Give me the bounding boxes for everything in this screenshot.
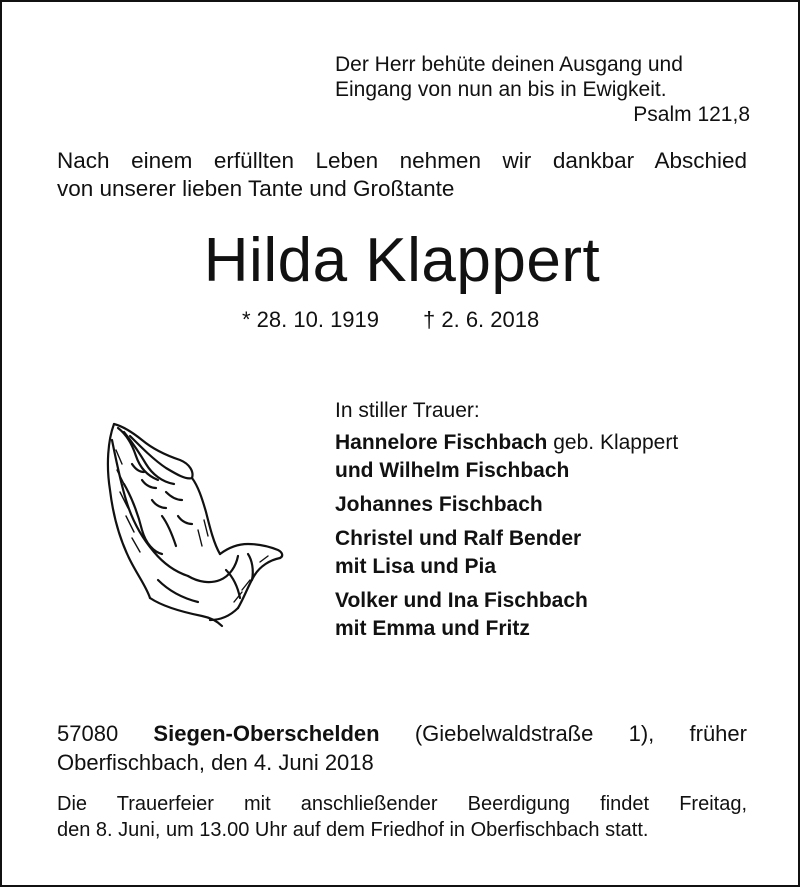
service-line-2: den 8. Juni, um 13.00 Uhr auf dem Friedhof in Oberfischbach statt. <box>57 819 649 841</box>
mourner-line: mit Lisa und Pia <box>335 555 497 578</box>
mourners-heading: In stiller Trauer: <box>335 399 480 422</box>
mourner-line <box>335 429 775 457</box>
mourner-name: Hannelore Fischbach <box>335 431 548 454</box>
place-line-2: Oberfischbach, den 4. Juni 2018 <box>57 750 374 775</box>
maiden-name: geb. Klappert <box>553 431 679 454</box>
praying-hands-icon <box>102 420 287 628</box>
verse-reference: Psalm 121,8 <box>633 103 750 126</box>
mourner-group <box>335 491 775 519</box>
intro-line-1: Nach einem erfüllten Leben nehmen wir dankbar Abschied <box>57 148 747 173</box>
death-date: † 2. 6. 2018 <box>423 307 540 332</box>
postal-code: 57080 <box>57 721 119 746</box>
deceased-name: Hilda Klappert <box>203 226 601 295</box>
service-line-1: Die Trauerfeier mit anschließender Beerdigung findet Freitag, <box>57 793 747 815</box>
mourner-line: Johannes Fischbach <box>335 493 543 516</box>
verse-line-1: Der Herr behüte deinen Ausgang und <box>335 53 683 76</box>
town-name: Siegen-Oberschelden <box>153 721 380 746</box>
mourner-group <box>335 587 775 643</box>
street-address: (Giebelwaldstraße 1), <box>414 721 655 746</box>
mourner-line: und Wilhelm Fischbach <box>335 459 570 482</box>
intro-line-2: von unserer lieben Tante und Großtante <box>57 176 455 201</box>
mourner-group <box>335 429 775 485</box>
place-line-1 <box>57 719 747 748</box>
formerly-label: früher <box>689 721 747 746</box>
verse-line-2: Eingang von nun an bis in Ewigkeit. <box>335 78 667 101</box>
mourner-line: Volker und Ina Fischbach <box>335 589 588 612</box>
mourner-group <box>335 525 775 581</box>
mourner-line: Christel und Ralf Bender <box>335 527 582 550</box>
place-and-date <box>57 719 747 777</box>
funeral-service-info <box>57 791 747 843</box>
intro-text <box>57 147 747 203</box>
life-dates <box>242 305 539 335</box>
mourners-list <box>335 397 775 649</box>
mourner-line: mit Emma und Fritz <box>335 617 530 640</box>
birth-date: * 28. 10. 1919 <box>242 307 380 332</box>
bible-verse <box>335 52 750 127</box>
